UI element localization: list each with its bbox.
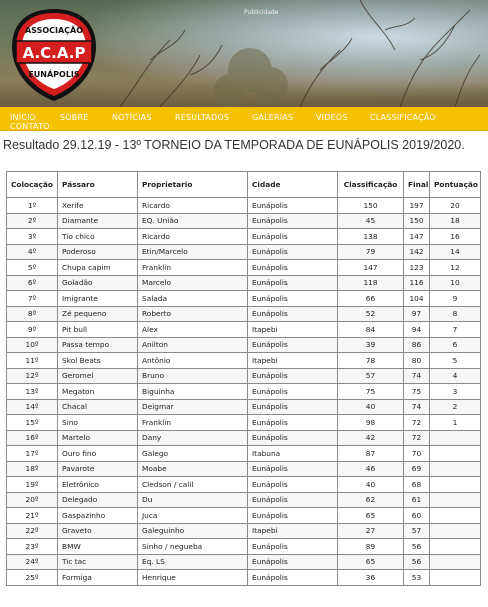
table-row bbox=[7, 244, 481, 260]
cell-passaro: Xerife bbox=[58, 198, 138, 214]
table-header-row bbox=[7, 172, 481, 198]
cell-passaro: Imigrante bbox=[58, 291, 138, 307]
cell-colocacao: 16º bbox=[7, 430, 58, 446]
cell-cidade: Eunápolis bbox=[248, 415, 338, 431]
cell-proprietario: Biguinha bbox=[138, 384, 248, 400]
cell-classificacao: 65 bbox=[338, 554, 404, 570]
cell-colocacao: 2º bbox=[7, 213, 58, 229]
cell-passaro: Geromel bbox=[58, 368, 138, 384]
cell-cidade: Eunápolis bbox=[248, 570, 338, 586]
cell-proprietario: Moabe bbox=[138, 461, 248, 477]
cell-pontuacao bbox=[430, 523, 481, 539]
cell-final: 53 bbox=[404, 570, 430, 586]
cell-classificacao: 79 bbox=[338, 244, 404, 260]
cell-passaro: Sino bbox=[58, 415, 138, 431]
cell-pontuacao: 6 bbox=[430, 337, 481, 353]
cell-classificacao: 57 bbox=[338, 368, 404, 384]
table-row bbox=[7, 430, 481, 446]
cell-cidade: Eunápolis bbox=[248, 244, 338, 260]
cell-passaro: Delegado bbox=[58, 492, 138, 508]
cell-cidade: Eunápolis bbox=[248, 368, 338, 384]
cell-pontuacao bbox=[430, 508, 481, 524]
cell-proprietario: Henrique bbox=[138, 570, 248, 586]
cell-proprietario: Franklin bbox=[138, 260, 248, 276]
cell-classificacao: 89 bbox=[338, 539, 404, 555]
nav-item-contato[interactable]: CONTATO bbox=[10, 122, 50, 131]
cell-passaro: Chacal bbox=[58, 399, 138, 415]
cell-proprietario: Bruno bbox=[138, 368, 248, 384]
cell-colocacao: 11º bbox=[7, 353, 58, 369]
cell-pontuacao bbox=[430, 477, 481, 493]
column-header-classificacao: Classificação bbox=[338, 172, 404, 198]
cell-proprietario: Sinho / negueba bbox=[138, 539, 248, 555]
cell-pontuacao: 1 bbox=[430, 415, 481, 431]
cell-final: 197 bbox=[404, 198, 430, 214]
cell-colocacao: 23º bbox=[7, 539, 58, 555]
cell-final: 72 bbox=[404, 430, 430, 446]
cell-cidade: Eunápolis bbox=[248, 508, 338, 524]
cell-colocacao: 7º bbox=[7, 291, 58, 307]
cell-colocacao: 8º bbox=[7, 306, 58, 322]
cell-classificacao: 65 bbox=[338, 508, 404, 524]
table-row bbox=[7, 260, 481, 276]
cell-final: 97 bbox=[404, 306, 430, 322]
cell-classificacao: 78 bbox=[338, 353, 404, 369]
cell-final: 147 bbox=[404, 229, 430, 245]
cell-colocacao: 25º bbox=[7, 570, 58, 586]
cell-colocacao: 19º bbox=[7, 477, 58, 493]
nav-item-resultados[interactable]: RESULTADOS bbox=[175, 113, 230, 122]
svg-text:EUNÁPOLIS: EUNÁPOLIS bbox=[28, 70, 80, 79]
cell-classificacao: 98 bbox=[338, 415, 404, 431]
cell-pontuacao: 3 bbox=[430, 384, 481, 400]
cell-passaro: Zé pequeno bbox=[58, 306, 138, 322]
cell-colocacao: 4º bbox=[7, 244, 58, 260]
cell-colocacao: 13º bbox=[7, 384, 58, 400]
table-row bbox=[7, 275, 481, 291]
table-row bbox=[7, 523, 481, 539]
cell-classificacao: 66 bbox=[338, 291, 404, 307]
cell-final: 56 bbox=[404, 539, 430, 555]
cell-colocacao: 10º bbox=[7, 337, 58, 353]
cell-cidade: Itapebi bbox=[248, 322, 338, 338]
cell-final: 74 bbox=[404, 399, 430, 415]
cell-final: 68 bbox=[404, 477, 430, 493]
cell-cidade: Eunápolis bbox=[248, 275, 338, 291]
cell-final: 94 bbox=[404, 322, 430, 338]
cell-pontuacao bbox=[430, 492, 481, 508]
cell-cidade: Itapebi bbox=[248, 353, 338, 369]
cell-colocacao: 18º bbox=[7, 461, 58, 477]
cell-proprietario: Dany bbox=[138, 430, 248, 446]
cell-classificacao: 75 bbox=[338, 384, 404, 400]
cell-pontuacao bbox=[430, 570, 481, 586]
cell-cidade: Eunápolis bbox=[248, 384, 338, 400]
cell-cidade: Eunápolis bbox=[248, 461, 338, 477]
column-header-passaro: Pássaro bbox=[58, 172, 138, 198]
cell-pontuacao bbox=[430, 539, 481, 555]
cell-proprietario: Etin/Marcelo bbox=[138, 244, 248, 260]
cell-final: 75 bbox=[404, 384, 430, 400]
cell-final: 80 bbox=[404, 353, 430, 369]
table-row bbox=[7, 368, 481, 384]
cell-final: 69 bbox=[404, 461, 430, 477]
cell-pontuacao bbox=[430, 554, 481, 570]
cell-proprietario: Marcelo bbox=[138, 275, 248, 291]
table-row bbox=[7, 229, 481, 245]
cell-pontuacao: 18 bbox=[430, 213, 481, 229]
nav-item-noticias[interactable]: NOTÍCIAS bbox=[112, 113, 152, 122]
cell-colocacao: 21º bbox=[7, 508, 58, 524]
svg-text:ASSOCIAÇÃO: ASSOCIAÇÃO bbox=[24, 26, 84, 35]
cell-cidade: Itabuna bbox=[248, 446, 338, 462]
cell-final: 56 bbox=[404, 554, 430, 570]
cell-classificacao: 87 bbox=[338, 446, 404, 462]
cell-proprietario: Deigmar bbox=[138, 399, 248, 415]
cell-final: 61 bbox=[404, 492, 430, 508]
cell-passaro: Skol Beats bbox=[58, 353, 138, 369]
cell-classificacao: 62 bbox=[338, 492, 404, 508]
cell-pontuacao bbox=[430, 461, 481, 477]
page-title: Resultado 29.12.19 - 13º TORNEIO DA TEMPORADA DE EUNÁPOLIS 2019/2020. bbox=[3, 138, 465, 152]
cell-colocacao: 1º bbox=[7, 198, 58, 214]
cell-passaro: Poderoso bbox=[58, 244, 138, 260]
cell-cidade: Eunápolis bbox=[248, 260, 338, 276]
cell-proprietario: Antônio bbox=[138, 353, 248, 369]
column-header-cidade: Cidade bbox=[248, 172, 338, 198]
cell-pontuacao: 14 bbox=[430, 244, 481, 260]
cell-pontuacao: 7 bbox=[430, 322, 481, 338]
cell-cidade: Eunápolis bbox=[248, 229, 338, 245]
cell-colocacao: 6º bbox=[7, 275, 58, 291]
table-row bbox=[7, 337, 481, 353]
results-table bbox=[6, 171, 481, 586]
cell-colocacao: 24º bbox=[7, 554, 58, 570]
cell-passaro: BMW bbox=[58, 539, 138, 555]
table-row bbox=[7, 291, 481, 307]
table-row bbox=[7, 213, 481, 229]
cell-colocacao: 9º bbox=[7, 322, 58, 338]
table-row bbox=[7, 508, 481, 524]
cell-cidade: Eunápolis bbox=[248, 492, 338, 508]
acap-logo[interactable] bbox=[6, 7, 102, 103]
cell-colocacao: 20º bbox=[7, 492, 58, 508]
cell-proprietario: Franklin bbox=[138, 415, 248, 431]
cell-passaro: Formiga bbox=[58, 570, 138, 586]
cell-passaro: Chupa capim bbox=[58, 260, 138, 276]
cell-passaro: Pit bull bbox=[58, 322, 138, 338]
cell-classificacao: 147 bbox=[338, 260, 404, 276]
cell-classificacao: 39 bbox=[338, 337, 404, 353]
column-header-proprietario: Proprietario bbox=[138, 172, 248, 198]
table-row bbox=[7, 539, 481, 555]
table-row bbox=[7, 446, 481, 462]
table-row bbox=[7, 353, 481, 369]
cell-final: 104 bbox=[404, 291, 430, 307]
table-row bbox=[7, 415, 481, 431]
cell-final: 142 bbox=[404, 244, 430, 260]
table-row bbox=[7, 399, 481, 415]
cell-proprietario: Ricardo bbox=[138, 198, 248, 214]
cell-classificacao: 118 bbox=[338, 275, 404, 291]
cell-proprietario: EQ. União bbox=[138, 213, 248, 229]
cell-final: 57 bbox=[404, 523, 430, 539]
cell-pontuacao: 4 bbox=[430, 368, 481, 384]
cell-colocacao: 14º bbox=[7, 399, 58, 415]
cell-passaro: Gaspazinho bbox=[58, 508, 138, 524]
cell-cidade: Eunápolis bbox=[248, 539, 338, 555]
column-header-colocacao: Colocação bbox=[7, 172, 58, 198]
cell-final: 60 bbox=[404, 508, 430, 524]
table-row bbox=[7, 306, 481, 322]
table-row bbox=[7, 322, 481, 338]
cell-final: 86 bbox=[404, 337, 430, 353]
cell-final: 72 bbox=[404, 415, 430, 431]
table-row bbox=[7, 477, 481, 493]
cell-pontuacao bbox=[430, 430, 481, 446]
table-row bbox=[7, 461, 481, 477]
cell-proprietario: Juca bbox=[138, 508, 248, 524]
cell-final: 74 bbox=[404, 368, 430, 384]
column-header-final: Final bbox=[404, 172, 430, 198]
cell-passaro: Graveto bbox=[58, 523, 138, 539]
cell-proprietario: Eq. LS bbox=[138, 554, 248, 570]
cell-pontuacao: 8 bbox=[430, 306, 481, 322]
cell-passaro: Eletrônico bbox=[58, 477, 138, 493]
cell-final: 150 bbox=[404, 213, 430, 229]
cell-pontuacao: 12 bbox=[430, 260, 481, 276]
cell-classificacao: 40 bbox=[338, 399, 404, 415]
table-row bbox=[7, 384, 481, 400]
cell-final: 123 bbox=[404, 260, 430, 276]
cell-cidade: Itapebi bbox=[248, 523, 338, 539]
table-row bbox=[7, 492, 481, 508]
cell-pontuacao bbox=[430, 446, 481, 462]
table-row bbox=[7, 570, 481, 586]
cell-final: 70 bbox=[404, 446, 430, 462]
cell-colocacao: 17º bbox=[7, 446, 58, 462]
cell-classificacao: 84 bbox=[338, 322, 404, 338]
cell-colocacao: 3º bbox=[7, 229, 58, 245]
cell-passaro: Martelo bbox=[58, 430, 138, 446]
results-table-body bbox=[7, 198, 481, 586]
cell-classificacao: 52 bbox=[338, 306, 404, 322]
nav-item-classificacao[interactable]: CLASSIFICAÇÃO bbox=[370, 113, 436, 122]
cell-passaro: Tio chico bbox=[58, 229, 138, 245]
cell-colocacao: 15º bbox=[7, 415, 58, 431]
cell-final: 116 bbox=[404, 275, 430, 291]
cell-proprietario: Alex bbox=[138, 322, 248, 338]
cell-cidade: Eunápolis bbox=[248, 291, 338, 307]
nav-item-sobre[interactable]: SOBRE bbox=[60, 113, 89, 122]
cell-cidade: Eunápolis bbox=[248, 477, 338, 493]
cell-proprietario: Galego bbox=[138, 446, 248, 462]
cell-classificacao: 138 bbox=[338, 229, 404, 245]
cell-colocacao: 22º bbox=[7, 523, 58, 539]
cell-classificacao: 150 bbox=[338, 198, 404, 214]
cell-pontuacao: 2 bbox=[430, 399, 481, 415]
cell-passaro: Passa tempo bbox=[58, 337, 138, 353]
nav-item-videos[interactable]: VÍDEOS bbox=[316, 113, 348, 122]
nav-item-inicio[interactable]: INÍCIO bbox=[10, 113, 37, 122]
cell-classificacao: 27 bbox=[338, 523, 404, 539]
cell-pontuacao: 10 bbox=[430, 275, 481, 291]
cell-classificacao: 46 bbox=[338, 461, 404, 477]
cell-colocacao: 12º bbox=[7, 368, 58, 384]
cell-proprietario: Anilton bbox=[138, 337, 248, 353]
cell-proprietario: Roberto bbox=[138, 306, 248, 322]
cell-proprietario: Cledson / calil bbox=[138, 477, 248, 493]
cell-proprietario: Galeguinho bbox=[138, 523, 248, 539]
cell-pontuacao: 9 bbox=[430, 291, 481, 307]
cell-classificacao: 42 bbox=[338, 430, 404, 446]
cell-colocacao: 5º bbox=[7, 260, 58, 276]
cell-classificacao: 45 bbox=[338, 213, 404, 229]
cell-pontuacao: 20 bbox=[430, 198, 481, 214]
cell-pontuacao: 5 bbox=[430, 353, 481, 369]
cell-cidade: Eunápolis bbox=[248, 430, 338, 446]
cell-cidade: Eunápolis bbox=[248, 554, 338, 570]
column-header-pontuacao: Pontuação bbox=[430, 172, 481, 198]
cell-passaro: Megaton bbox=[58, 384, 138, 400]
cell-proprietario: Salada bbox=[138, 291, 248, 307]
advertisement-label: Publicidade bbox=[244, 9, 279, 16]
table-row bbox=[7, 198, 481, 214]
cell-cidade: Eunápolis bbox=[248, 306, 338, 322]
cell-cidade: Eunápolis bbox=[248, 198, 338, 214]
cell-pontuacao: 16 bbox=[430, 229, 481, 245]
table-row bbox=[7, 554, 481, 570]
cell-proprietario: Ricardo bbox=[138, 229, 248, 245]
cell-passaro: Goladão bbox=[58, 275, 138, 291]
cell-cidade: Eunápolis bbox=[248, 399, 338, 415]
nav-item-galerias[interactable]: GALERIAS bbox=[252, 113, 294, 122]
cell-classificacao: 40 bbox=[338, 477, 404, 493]
cell-proprietario: Du bbox=[138, 492, 248, 508]
main-navigation bbox=[0, 107, 488, 131]
header-banner bbox=[0, 0, 488, 107]
cell-passaro: Pavarote bbox=[58, 461, 138, 477]
cell-passaro: Tic tac bbox=[58, 554, 138, 570]
cell-passaro: Ouro fino bbox=[58, 446, 138, 462]
cell-cidade: Eunápolis bbox=[248, 213, 338, 229]
cell-cidade: Eunápolis bbox=[248, 337, 338, 353]
cell-passaro: Diamante bbox=[58, 213, 138, 229]
svg-text:A.C.A.P: A.C.A.P bbox=[22, 44, 86, 62]
cell-classificacao: 36 bbox=[338, 570, 404, 586]
